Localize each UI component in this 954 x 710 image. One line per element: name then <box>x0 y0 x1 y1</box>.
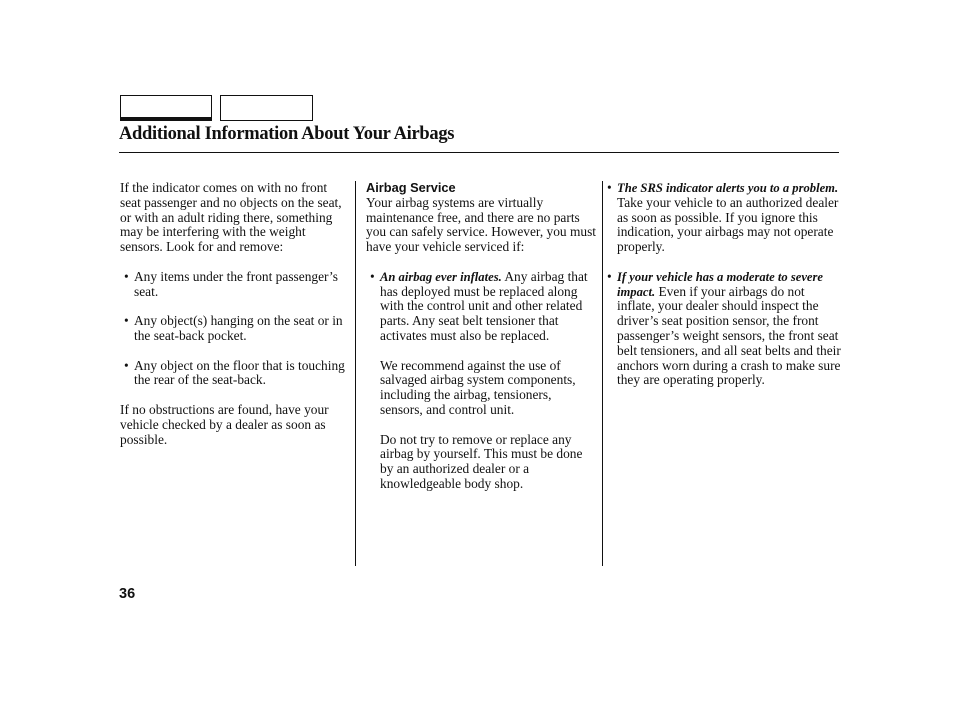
list-item: • If your vehicle has a moderate to severe impact. Even if your airbags do not inflate, your dealer should inspect the driver’s seat position sensor, the front passenger’s weight sensors, the front seat belt tensioners, and all seat belts and their anchors worn during a crash to make sure they are operating properly. <box>607 268 841 388</box>
column-left <box>120 181 348 447</box>
list-item: • An airbag ever inflates. Any airbag that has deployed must be replaced along with the control unit and other related parts. Any seat belt tensioner that activates must also be replaced. <box>370 268 588 343</box>
page-title: Additional Information About Your Airbags <box>119 124 455 144</box>
bullet-lead: If your vehicle has a moderate to severe impact. <box>617 269 824 299</box>
list-item: • Any object(s) hanging on the seat or in the seat-back pocket. <box>124 313 343 343</box>
list-item: • The SRS indicator alerts you to a problem. Take your vehicle to an authorized dealer as soon as possible. If you ignore this indication, your airbags may not operate properly. <box>607 180 839 255</box>
column-middle <box>366 181 596 492</box>
bullet-lead: The SRS indicator alerts you to a problem. <box>617 181 839 195</box>
nav-tab-box-1[interactable] <box>120 95 212 121</box>
nav-tab-box-2[interactable] <box>220 95 313 121</box>
list-item: • Any object on the floor that is touching the rear of the seat-back. <box>124 357 345 388</box>
list-item-text: Any items under the front passenger’s seat. <box>134 268 338 299</box>
closing-paragraph: If no obstructions are found, have your vehicle checked by a dealer as soon as possible. <box>120 401 329 447</box>
column-divider-2 <box>602 181 603 566</box>
list-item-text: Any object(s) hanging on the seat or in the seat-back pocket. <box>134 313 343 343</box>
page-number: 36 <box>119 586 136 602</box>
list-item-text: Any object on the floor that is touching the rear of the seat-back. <box>134 357 345 388</box>
bullet-text: Even if your airbags do not inflate, your dealer should inspect the driver’s seat position sensor, the front passenger’s weight sensors, the front seat belt tensioners, and all seat belts and their anchors worn during a crash to make sure they are operating properly. <box>617 283 841 388</box>
title-rule <box>119 152 839 153</box>
removal-paragraph: Do not try to remove or replace any airbag by yourself. This must be done by an authorized dealer or a knowledgeable body shop. <box>380 431 583 491</box>
bullet-text: Any airbag that has deployed must be replaced along with the control unit and other related parts. Any seat belt tensioner that activates must also be replaced. <box>380 268 588 343</box>
bullet-text: Take your vehicle to an authorized dealer as soon as possible. If you ignore this indication, your airbags may not operate properly. <box>617 194 839 255</box>
section-heading: Airbag Service <box>366 180 456 195</box>
column-divider-1 <box>355 181 356 566</box>
intro-paragraph: If the indicator comes on with no front seat passenger and no objects on the seat, or with an adult riding there, something may be interfering with the weight sensors. Look for and remove: <box>120 180 342 255</box>
list-item: • Any items under the front passenger’s seat. <box>124 268 338 299</box>
column-right <box>607 180 842 388</box>
bullet-lead: An airbag ever inflates. <box>380 269 502 284</box>
salvage-paragraph: We recommend against the use of salvaged airbag system components, including the airbag, tensioners, sensors, and control unit. <box>380 357 576 417</box>
intro-paragraph: Your airbag systems are virtually maintenance free, and there are no parts you can safely service. However, you must have your vehicle serviced if: <box>366 194 597 255</box>
